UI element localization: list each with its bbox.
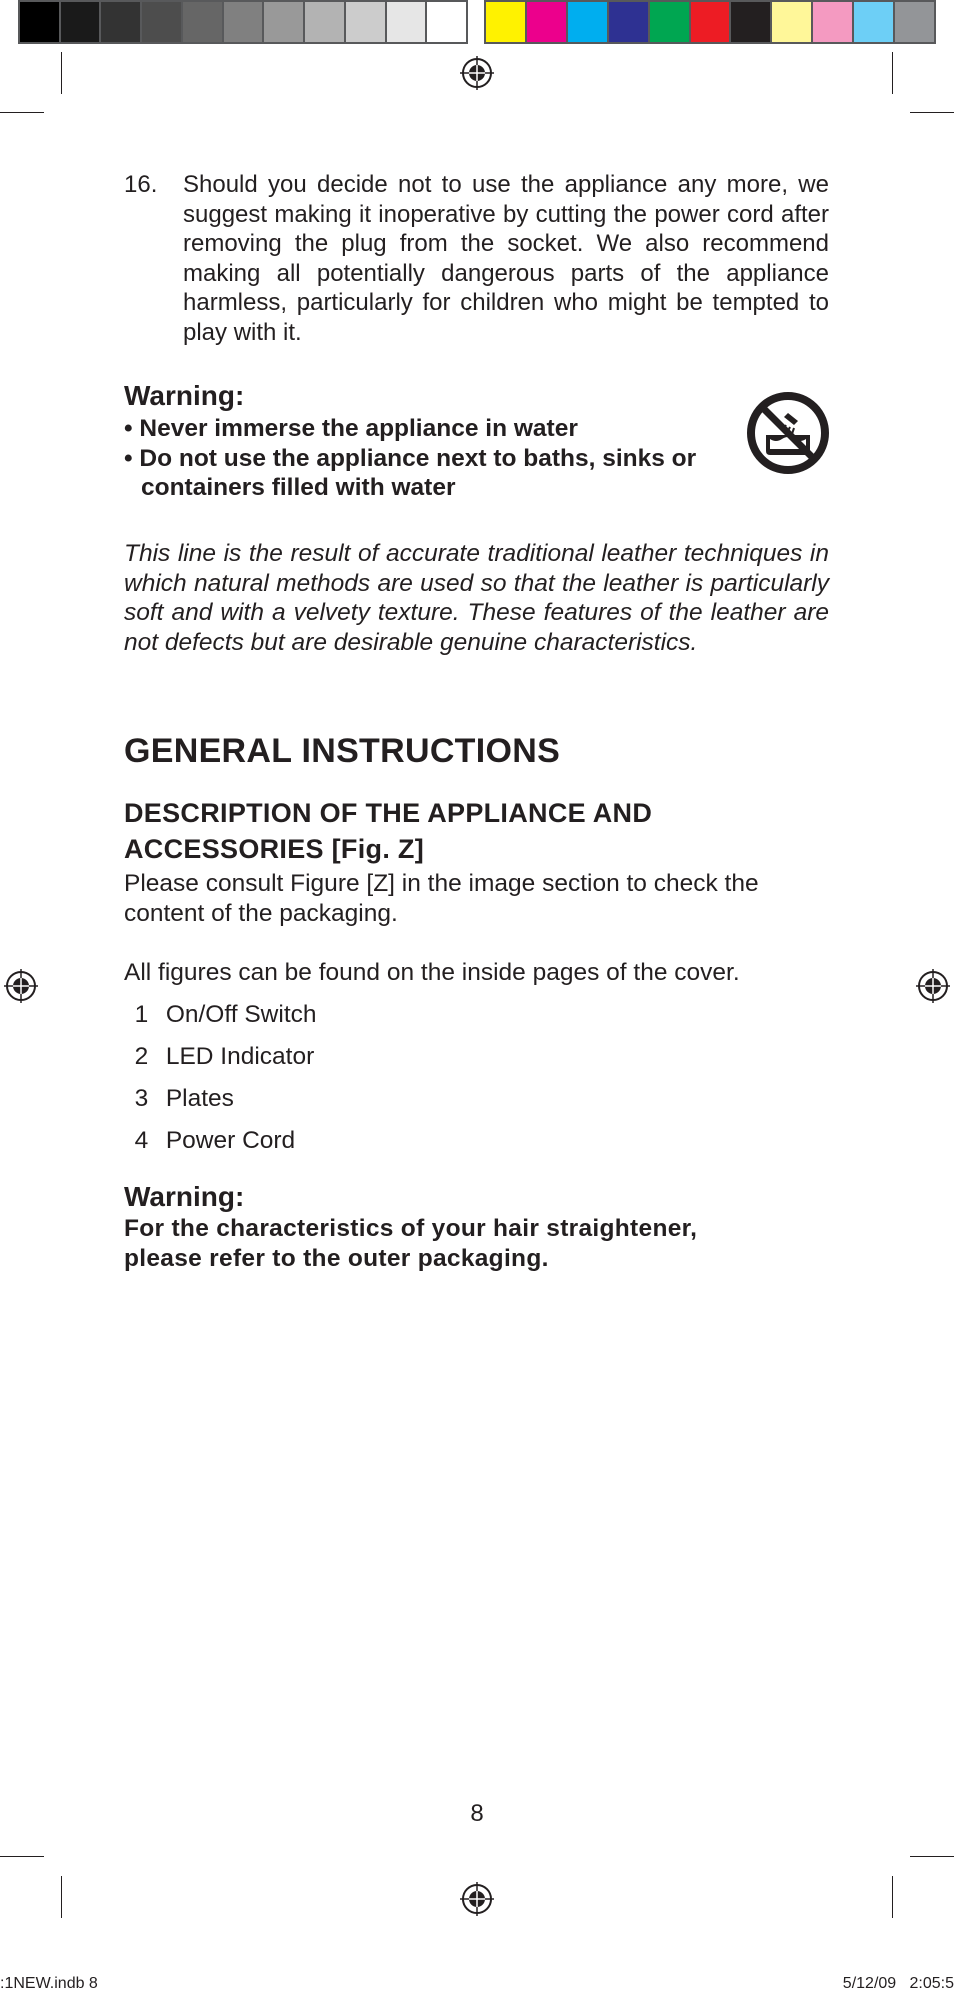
instruction-item-16	[124, 170, 829, 347]
warning-title: Warning:	[124, 380, 245, 411]
color-swatch	[568, 2, 609, 42]
crop-mark	[892, 1876, 893, 1918]
list-item	[124, 1127, 295, 1155]
registration-mark-icon	[4, 969, 38, 1003]
color-swatch	[346, 2, 387, 42]
color-swatch	[527, 2, 568, 42]
warning-title: Warning:	[124, 1181, 245, 1212]
leather-note: This line is the result of accurate traditional leather techniques in which natural methods are used so that the leather is particularly soft and with a velvety texture. These features of the leather are not defects but are desirable genuine characteristics.	[124, 540, 829, 656]
color-swatch	[305, 2, 346, 42]
registration-mark-icon	[460, 56, 494, 90]
page-number: 8	[470, 1800, 484, 1827]
color-swatch	[142, 2, 183, 42]
warning-bullets	[124, 414, 724, 503]
warning-block-2	[124, 1181, 764, 1273]
figures-note: All figures can be found on the inside pages of the cover.	[124, 959, 740, 986]
list-item-number: 3	[134, 1085, 149, 1112]
color-swatch	[387, 2, 428, 42]
crop-mark	[910, 1856, 954, 1857]
section-heading: GENERAL INSTRUCTIONS	[124, 732, 561, 770]
warning-block	[124, 380, 724, 503]
list-item-label: On/Off Switch	[165, 1001, 317, 1028]
color-swatch	[854, 2, 895, 42]
registration-mark-icon	[916, 969, 950, 1003]
warning-bullet: • Do not use the appliance next to baths, sinks or containers filled with water	[124, 444, 697, 501]
crop-mark	[61, 52, 62, 94]
list-item	[124, 1001, 317, 1029]
list-item-label: Plates	[165, 1085, 234, 1112]
warning-bullet: • Never immerse the appliance in water	[124, 415, 578, 442]
list-item-number: 1	[134, 1001, 149, 1028]
color-swatch	[61, 2, 102, 42]
slug-timestamp: 5/12/09 2:05:5	[842, 1975, 954, 1992]
list-item	[124, 1043, 314, 1071]
color-swatch	[224, 2, 265, 42]
crop-mark	[910, 112, 954, 113]
crop-mark	[0, 1856, 44, 1857]
color-swatch	[691, 2, 732, 42]
list-item-label: Power Cord	[165, 1127, 296, 1154]
color-swatch	[427, 2, 466, 42]
color-swatch	[813, 2, 854, 42]
crop-mark	[892, 52, 893, 94]
color-swatch	[895, 2, 934, 42]
color-swatch	[101, 2, 142, 42]
list-item-label: LED Indicator	[165, 1043, 315, 1070]
subsection-heading: DESCRIPTION OF THE APPLIANCE AND ACCESSORIES [Fig. Z]	[124, 798, 653, 864]
crop-mark	[0, 112, 44, 113]
color-swatch	[731, 2, 772, 42]
color-swatch	[183, 2, 224, 42]
list-item	[124, 1085, 234, 1113]
consult-text: Please consult Figure [Z] in the image section to check the content of the packaging.	[124, 870, 759, 927]
warning-text: For the characteristics of your hair straightener, please refer to the outer packaging.	[124, 1215, 698, 1272]
list-item-number: 4	[134, 1127, 149, 1154]
grayscale-color-bar	[18, 0, 468, 44]
item-number: 16.	[124, 171, 158, 198]
list-item-number: 2	[134, 1043, 149, 1070]
color-swatch	[20, 2, 61, 42]
color-swatch	[486, 2, 527, 42]
slug-file-name: :1NEW.indb 8	[0, 1975, 98, 1992]
registration-mark-icon	[460, 1882, 494, 1916]
no-water-bath-icon	[746, 391, 830, 475]
crop-mark	[61, 1876, 62, 1918]
process-color-bar	[484, 0, 936, 44]
color-swatch	[650, 2, 691, 42]
color-swatch	[264, 2, 305, 42]
color-swatch	[609, 2, 650, 42]
item-text: Should you decide not to use the appliance any more, we suggest making it inoperative by cutting the power cord after removing the plug from the socket. We also recommend making all potentially dangerous parts of the appliance harmless, particularly for children who might be tempted to play with it.	[183, 171, 829, 346]
color-swatch	[772, 2, 813, 42]
